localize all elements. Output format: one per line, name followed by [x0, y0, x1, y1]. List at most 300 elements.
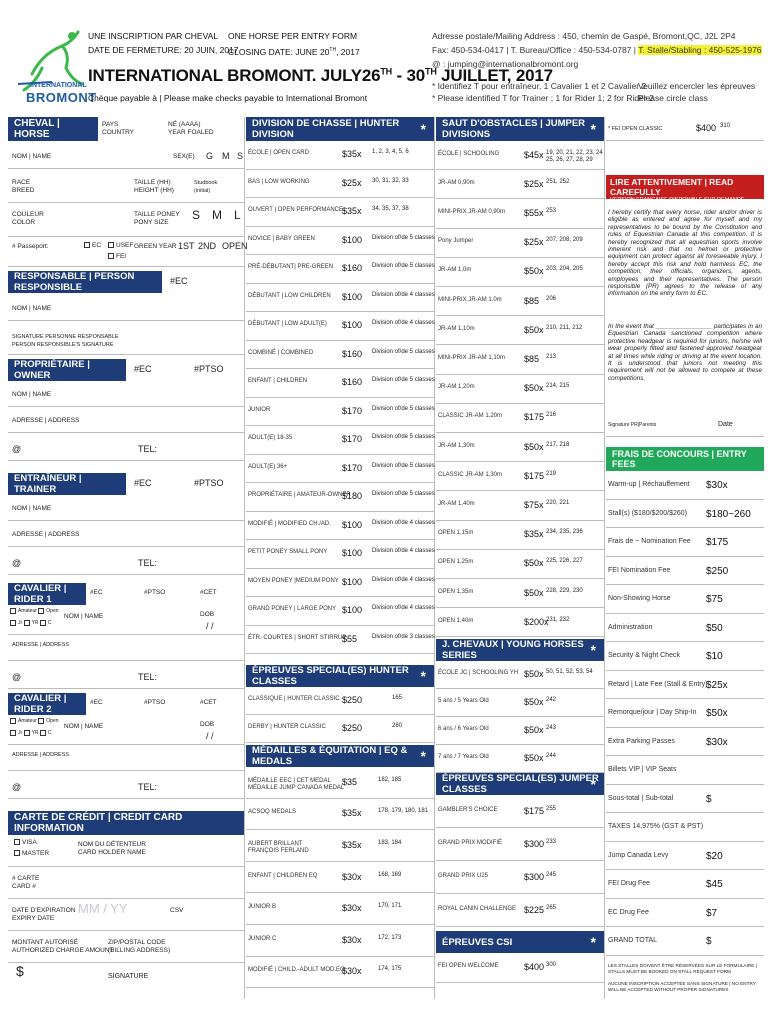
class-fee: $35x [524, 529, 544, 540]
fee-name: Frais de ~ Nomination Fee [608, 538, 691, 545]
class-numbers[interactable]: 182, 185 [378, 776, 402, 783]
fee-value: $50x [706, 708, 728, 719]
fee-value: $30x [706, 736, 728, 748]
rider1-ec[interactable]: #EC [90, 589, 103, 596]
class-fee: $45x [524, 149, 544, 160]
class-name: OUVERT | OPEN PERFORMANCE [248, 207, 344, 214]
class-name: OPEN 1,40m [438, 617, 474, 624]
class-fee: $160 [342, 377, 363, 388]
young-horses-bar: J. CHEVAUX | YOUNG HORSES SERIES * [436, 639, 604, 661]
closing-en: CLOSING DATE: JUNE 20TH, 2017 [228, 46, 360, 57]
studbook-label: Studbook (initial) [194, 180, 218, 194]
trainer-ptso[interactable]: #PTSO [194, 478, 224, 488]
card-signature-label: SIGNATURE [108, 973, 149, 980]
rider1-email-label: @ [12, 672, 22, 682]
class-fee: $85 [524, 295, 540, 306]
responsible-signature-label: SIGNATURE PERSONNE RESPONSABLE PERSON RESPONSIBLE'S SIGNATURE [12, 334, 119, 348]
fee-value: $50 [706, 622, 723, 634]
class-name: CLASSIC JR-AM 1,20m [438, 413, 503, 420]
owner-address-label: ADRESSE | ADDRESS [12, 417, 80, 424]
trainer-contact-field[interactable] [8, 547, 244, 575]
class-fee: $50x [524, 587, 544, 598]
class-fee: $55x [524, 208, 544, 218]
green-1st[interactable]: 1ST [178, 241, 195, 251]
class-numbers[interactable]: 253 [546, 208, 557, 214]
class-numbers[interactable]: 234, 235, 236 [546, 529, 583, 536]
entry-form-grid [8, 117, 764, 1017]
zip-label: ZIP/POSTAL CODE (BILLING ADDRESS) [108, 939, 171, 954]
class-fee: $50x [524, 266, 544, 277]
class-fee: $50x [524, 558, 544, 569]
fee-name: Billets VIP | VIP Seats [608, 766, 677, 773]
class-fee: $100 [342, 291, 363, 302]
class-numbers[interactable]: 213 [546, 354, 557, 360]
class-fee: $100 [342, 605, 363, 616]
rider2-address-label: ADRESSE | ADDRESS [12, 752, 70, 758]
class-numbers[interactable]: Division of/de 5 classes [372, 491, 435, 498]
responsible-bar: RESPONSABLE | PERSON RESPONSIBLE [8, 271, 162, 293]
rider1-age-category[interactable]: Jr YR C [10, 619, 52, 627]
identify-fr: * Identifiez T pour entraîneur, 1 Cavalier 1 et 2 Cavalier 2 [432, 81, 647, 91]
class-numbers[interactable]: Division of/de 3 classes [372, 633, 435, 640]
rider1-name-label: NOM | NAME [64, 613, 104, 620]
visa-checkbox[interactable]: VISA [14, 839, 37, 847]
owner-contact-field[interactable] [8, 433, 244, 461]
class-numbers[interactable]: 210, 211, 212 [546, 324, 583, 331]
owner-name-label: NOM | NAME [12, 391, 52, 398]
owner-bar: PROPRIÉTAIRE | OWNER [8, 359, 126, 381]
class-fee: $35 [342, 776, 358, 787]
year-foaled-label: NÉ (AAAA) YEAR FOALED [168, 121, 214, 136]
class-name: BAS | LOW WORKING [248, 178, 310, 185]
french-version-note: VERSION FRANCAISE DISPONIBLE SUR DEMANDE [610, 197, 745, 203]
class-name: FEI OPEN WELCOME [438, 963, 499, 969]
credit-card-bar: CARTE DE CRÉDIT | CREDIT CARD INFORMATION [8, 811, 244, 835]
fee-value: $175 [706, 537, 729, 548]
class-fee: $50x [524, 725, 544, 735]
class-numbers[interactable]: 168, 169 [378, 871, 402, 878]
sex-s[interactable]: S [237, 151, 244, 161]
class-name: NOVICE | BABY GREEN [248, 235, 315, 242]
class-name: OPEN 1,15m [438, 530, 474, 537]
card-number-field[interactable] [8, 867, 244, 899]
fee-name: Jump Canada Levy [608, 851, 669, 859]
class-name: OPEN 1,35m [438, 588, 474, 595]
class-fee: $400 [524, 962, 545, 972]
passport-label: # Passeport: [12, 243, 49, 250]
fee-name: TAXES 14,975% (GST & PST) [608, 823, 704, 830]
class-name: JR-AM 1,10m [438, 325, 475, 332]
rider1-dob-label: DOB [200, 611, 215, 618]
class-numbers[interactable]: 172, 173 [378, 934, 402, 941]
fee-name: FEI Nomination Fee [608, 566, 671, 574]
fee-name: Retard | Late Fee (Stall & Entry) [608, 680, 708, 688]
class-numbers[interactable]: 225, 226, 227 [546, 558, 583, 565]
fee-value: $250 [706, 565, 729, 577]
rider1-tel-label: TEL: [138, 672, 158, 682]
class-fee: $50x [524, 669, 544, 679]
size-l[interactable]: L [234, 208, 241, 222]
fee-value: $180~260 [706, 508, 751, 520]
class-fee: $160 [342, 263, 363, 274]
class-numbers[interactable]: Division of/de 4 classes [372, 291, 435, 298]
class-numbers[interactable]: Division of/de 4 classes [372, 548, 435, 555]
phone-line: Fax: 450-534-0417 | T. Bureau/Office : 450-534-0787 | T. Stalle/Stabling : 450-525-1976 [432, 45, 762, 55]
class-numbers[interactable]: Division of/de 5 classes [372, 263, 435, 270]
class-name: MÉDAILLE EEC | CET MEDAL MÉDAILLE JUMP CANADA MEDAL [248, 777, 345, 791]
class-numbers[interactable]: Division of/de 5 classes [372, 377, 435, 384]
class-name: MINI-PRIX JR-AM 1,10m [438, 355, 506, 361]
class-name: 7 ans / 7 Years Old [438, 754, 489, 760]
class-fee: $25x [524, 178, 544, 189]
class-numbers[interactable]: 243 [546, 725, 557, 731]
owner-ec[interactable]: #EC [134, 364, 152, 374]
fee-name: Non-Showing Horse [608, 595, 671, 602]
class-name: JUNIOR B [248, 904, 277, 911]
class-name: JUNIOR [248, 406, 271, 413]
fei-open-classic-class[interactable]: 310 [720, 123, 731, 129]
class-numbers[interactable]: 165 [392, 695, 403, 701]
class-numbers[interactable]: 228, 229, 230 [546, 587, 583, 594]
class-numbers[interactable]: 242 [546, 697, 557, 703]
class-name: JR-AM 1,40m [438, 501, 475, 507]
logo-text-international: INTERNATIONAL [30, 82, 87, 89]
fee-value: $75 [706, 594, 723, 605]
class-numbers[interactable]: 251, 252 [546, 178, 570, 185]
class-name: OPEN 1,25m [438, 559, 474, 566]
class-numbers[interactable]: 183, 184 [378, 840, 402, 846]
rider1-address-label: ADRESSE | ADDRESS [12, 642, 70, 648]
class-name: GRAND PRIX MODIFIÉ [438, 839, 503, 846]
class-numbers[interactable]: Division of/de 4 classes [372, 320, 435, 327]
class-name: JUNIOR C [248, 935, 277, 942]
class-fee: $175 [524, 470, 545, 481]
rider1-amateur-open[interactable]: Amateur Open [10, 607, 59, 615]
hunter-division-bar: DIVISION DE CHASSE | HUNTER DIVISION * [246, 117, 434, 141]
size-s[interactable]: S [192, 208, 201, 222]
class-fee: $35x [342, 206, 362, 217]
class-fee: $50x [524, 383, 544, 394]
card-holder-label: NOM DU DÉTENTEUR CARD HOLDER NAME [78, 841, 146, 856]
fei-open-classic-mark: * FEI OPEN CLASSIC [608, 126, 663, 132]
class-name: CLASSIQUE | HUNTER CLASSIC [248, 696, 340, 702]
class-name: ÉTR. COURTES | SHORT STIRRUP [248, 634, 347, 641]
class-fee: $50x [524, 324, 544, 335]
owner-tel-label: TEL: [138, 444, 158, 454]
rider2-email-label: @ [12, 782, 22, 792]
ec-checkbox[interactable]: EC [84, 242, 101, 250]
fee-name: Security & Night Check [608, 652, 680, 659]
class-fee: $170 [342, 434, 363, 445]
pony-size-label: TAILLE PONEY PONY SIZE [134, 211, 180, 226]
class-numbers[interactable]: Division of/de 5 classes [372, 405, 435, 412]
class-name: GAMBLER'S CHOICE [438, 806, 498, 813]
rider2-tel-label: TEL: [138, 782, 158, 792]
card-number-label: # CARTE CARD # [12, 875, 40, 890]
class-numbers[interactable]: Division of/de 5 classes [372, 434, 435, 441]
class-name: ÉCOLE | OPEN CARD [248, 150, 309, 157]
mailing-address: Adresse postale/Mailing Address : 450, chemin de Gaspé, Bromont,QC, J2L 2P4 [432, 31, 736, 41]
class-fee: $100 [342, 234, 363, 245]
class-fee: $200x [524, 616, 549, 627]
fee-name: EC Drug Fee [608, 908, 649, 916]
stalls-notice: LES STALLES DOIVENT ÊTRE RÉSERVÉES SUR LE FORMULAIRE | STALLS MUST BE BOOKED ON STALL REQUEST FORM [608, 963, 757, 974]
rider1-contact-field[interactable] [8, 661, 244, 689]
class-numbers[interactable]: 244 [546, 753, 557, 759]
class-name: MINI-PRIX JR-AM 1.0m [438, 296, 502, 303]
class-numbers[interactable]: 245 [546, 871, 557, 878]
class-name: 6 ans / 6 Years Old [438, 726, 489, 732]
jumper-special-bar: ÉPREUVES SPECIAL(ES) JUMPER CLASSES * [436, 773, 604, 795]
rider1-bar: CAVALIER | RIDER 1 [8, 583, 86, 605]
class-numbers[interactable]: 34, 35, 37, 38 [372, 206, 409, 213]
class-numbers[interactable]: 19, 20, 21, 22, 23, 24 25, 26, 27, 28, 29 [546, 149, 603, 163]
rider1-dob-field[interactable]: / / [206, 621, 214, 631]
green-open[interactable]: OPEN [222, 241, 248, 251]
class-fee: $35x [342, 149, 362, 160]
green-2nd[interactable]: 2ND [198, 241, 217, 251]
class-fee: $170 [342, 405, 363, 416]
entry-fees-bar: FRAIS DE CONCOURS | ENTRY FEES [606, 447, 764, 471]
cheque-payable: Chèque payable à | Please make checks payable to International Bromont [88, 93, 368, 103]
class-name: PRÉ-DÉBUTANT| PRE-GREEN [248, 264, 334, 271]
class-name: MOYEN PONEY |MEDIUM PONY [248, 577, 339, 584]
circle-en: Please circle class [638, 93, 708, 103]
csv-label: CSV [170, 907, 184, 914]
class-name: PETIT PONEY SMALL PONY [248, 549, 328, 556]
fee-name: FEI Drug Fee [608, 880, 651, 887]
inscription-fr: UNE INSCRIPTION PAR CHEVAL [88, 31, 219, 41]
trainer-ec[interactable]: #EC [134, 478, 152, 488]
class-fee: $160 [342, 348, 363, 359]
rider2-ec[interactable]: #EC [90, 699, 103, 706]
class-fee: $25x [342, 177, 362, 188]
size-m[interactable]: M [212, 208, 222, 222]
class-fee: $250 [342, 695, 363, 705]
rider2-name-label: NOM | NAME [64, 723, 104, 730]
trainer-name-label: NOM | NAME [12, 505, 52, 512]
fee-value: $20 [706, 850, 723, 862]
breed-label: RACE BREED [12, 179, 35, 194]
stabling-phone: T. Stalle/Stabling : 450-525-1976 [638, 45, 762, 55]
class-name: DÉBUTANT | LOW ADULT(E) [248, 321, 327, 328]
class-numbers[interactable]: 50, 51, 52, 53, 54 [546, 669, 593, 675]
logo-text-bromont: BROMONT [26, 90, 97, 105]
class-fee: $100 [342, 548, 363, 559]
class-name: AUBERT BRILLANT FRANÇOIS FERLAND [248, 841, 309, 854]
class-numbers[interactable]: 207, 208, 209 [546, 237, 583, 244]
class-numbers[interactable]: 178, 179, 180, 181 [378, 808, 429, 815]
class-numbers[interactable]: 300 [546, 962, 557, 968]
class-name: ROYAL CANIN CHALLENGE [438, 905, 517, 912]
amount-field[interactable]: $ [16, 963, 24, 979]
hunter-special-bar: ÉPREUVES SPECIAL(ES) HUNTER CLASSES * [246, 665, 434, 687]
class-name: JR-AM 0,90m [438, 179, 475, 186]
class-fee: $50x [524, 441, 544, 452]
class-name: CLASSIC JR-AM 1,30m [438, 471, 503, 478]
class-name: ENFANT | CHILDREN EQ [248, 872, 318, 879]
fee-value: $25x [706, 679, 728, 691]
class-fee: $35x [342, 808, 362, 819]
expiry-label: DATE D'EXPIRATION EXPIRY DATE [12, 907, 76, 922]
class-fee: $100 [342, 320, 363, 331]
green-year-label: GREEN YEAR [134, 243, 177, 250]
class-numbers[interactable]: Division of/de 5 classes [372, 348, 435, 355]
class-numbers[interactable]: 170, 171 [378, 903, 402, 910]
owner-ptso[interactable]: #PTSO [194, 364, 224, 374]
fee-name: Stall(s) ($180/$200/$260) [608, 509, 687, 517]
class-name: ADULT(E) 18-35 [248, 435, 293, 442]
class-numbers[interactable]: Division of/de 4 classes [372, 605, 435, 612]
fei-checkbox[interactable]: FEI [108, 253, 126, 261]
sex-g[interactable]: G [206, 151, 214, 161]
class-name: ACSOQ MEDALS [248, 809, 297, 816]
class-numbers[interactable]: 30, 31, 32, 33 [372, 177, 409, 184]
responsible-name-label: NOM | NAME [12, 305, 52, 312]
class-fee: $35x [342, 840, 362, 850]
class-name: 5 ans / 5 Years Old [438, 698, 489, 704]
class-name: JR-AM 1,0m [438, 267, 472, 274]
class-fee: $30x [342, 871, 362, 882]
fee-value: $30x [706, 480, 728, 491]
class-numbers[interactable]: 219 [546, 470, 557, 477]
class-numbers[interactable]: 214, 215 [546, 383, 570, 390]
rider2-cet[interactable]: #CET [200, 699, 217, 706]
class-name: JR-AM 1,20m [438, 384, 475, 391]
responsible-ec[interactable]: #EC [170, 276, 188, 286]
fei-open-classic-fee: $400 [696, 123, 717, 133]
fee-name: Warm-up | Réchauffement [608, 481, 690, 488]
class-numbers[interactable]: Division of/de 4 classes [372, 519, 435, 526]
class-numbers[interactable]: 265 [546, 904, 557, 911]
class-fee: $100 [342, 519, 363, 530]
rider1-cet[interactable]: #CET [200, 589, 217, 596]
horse-name-label: NOM | NAME [12, 153, 52, 160]
read-carefully-box [606, 175, 764, 203]
class-name: JR-AM 1,30m [438, 442, 475, 449]
owner-email-label: @ [12, 444, 22, 454]
csi-bar: ÉPREUVES CSI * [436, 931, 604, 953]
class-numbers[interactable]: 255 [546, 805, 557, 812]
class-fee: $175 [524, 412, 545, 423]
class-name: PROPRIÉTAIRE | AMATEUR-OWNER [248, 492, 351, 499]
sex-label: SEX(E) [173, 153, 195, 160]
fee-name: Remorque/jour | Day Ship-In [608, 709, 697, 716]
email: @ : jumping@internationalbromont.org [432, 59, 579, 69]
rider2-dob-label: DOB [200, 721, 215, 728]
fee-name: GRAND TOTAL [608, 937, 658, 944]
class-numbers[interactable]: 1, 2, 3, 4, 5, 6 [372, 149, 409, 156]
class-fee: $50x [524, 697, 544, 707]
class-name: ADULT(E) 36+ [248, 463, 288, 470]
expiry-field[interactable]: MM / YY [78, 901, 128, 916]
class-numbers[interactable]: Division of/de 4 classes [372, 576, 435, 583]
class-name: GRAND PRIX U25 [438, 872, 489, 879]
helmet-rule-text: In the event that ________________ participates in an Equestrian Canada sanctioned competition where protective headgear is required for juniors, he/she will wear properly fitted and fastened approved headgear at all times while riding or driving at the event location. It is understood that juniors not meeting this requirement will not be allowed to compete at these competitions. [608, 323, 762, 382]
class-fee: $30x [342, 966, 362, 977]
class-fee: $55 [342, 633, 358, 644]
class-name: GRAND PONEY | LARGE PONY [248, 606, 337, 613]
sex-m[interactable]: M [222, 151, 230, 161]
fee-value: $ [706, 936, 712, 947]
class-fee: $50x [524, 753, 544, 763]
class-numbers[interactable]: 260 [392, 723, 403, 729]
rider2-amateur-open[interactable]: Amateur Open [10, 717, 59, 725]
class-numbers[interactable]: 231, 232 [546, 616, 570, 623]
class-fee: $30x [342, 903, 362, 914]
fee-name: Extra Parking Passes [608, 737, 675, 745]
class-fee: $75x [524, 500, 544, 510]
class-fee: $175 [524, 805, 545, 816]
amount-label: MONTANT AUTORISÉ AUTHORIZED CHARGE AMOUNT [12, 939, 114, 954]
class-fee: $225 [524, 904, 545, 915]
fee-name: Administration [608, 623, 653, 631]
class-fee: $180 [342, 491, 363, 502]
master-checkbox[interactable]: MASTER [14, 850, 49, 858]
class-name: DÉBUTANT | LOW CHILDREN [248, 292, 331, 299]
rider2-age-category[interactable]: Jr YR C [10, 729, 52, 737]
trainer-tel-label: TEL: [138, 558, 158, 568]
class-name: DERBY | HUNTER CLASSIC [248, 724, 326, 730]
class-fee: $300 [524, 838, 545, 849]
class-numbers[interactable]: 220, 221 [546, 500, 570, 506]
class-numbers[interactable]: 217, 218 [546, 441, 570, 448]
identify-en: * Please identified T for Trainer ; 1 for Rider 1; 2 for Rider 2 [432, 93, 654, 103]
fee-value: $10 [706, 651, 723, 662]
class-name: Pony Jumper [438, 238, 474, 245]
class-numbers[interactable]: 174, 175 [378, 966, 402, 973]
header [0, 0, 770, 116]
trainer-bar: ENTRAÎNEUR | TRAINER [8, 473, 126, 495]
rider2-contact-field[interactable] [8, 771, 244, 799]
rider2-dob-field[interactable]: / / [206, 731, 214, 741]
class-numbers[interactable]: 233 [546, 838, 557, 845]
liability-waiver-text: I hereby certify that every horse, rider and/or driver is eligible as entered and agree for myself and my representatives to be bound by the Constitution and rules of Equestrian Canada at this competition. It is hereby recognized that all equestrian sports involve inherent risk and that no helmet or protective equipment can protect against all foreseeable injury. I hereby accept this risk and hold harmless EC, the competition; their officials, organizers, agents, employees and their representatives. The person responsible (PR) agrees to the release of any information on the entry form to EC. [608, 209, 762, 298]
read-carefully-title: LIRE ATTENTIVEMENT | READ CAREFULLY [610, 177, 734, 197]
event-title: INTERNATIONAL BROMONT. JULY26TH - 30TH JUILLET, 2017 [88, 66, 553, 85]
class-fee: $100 [342, 576, 363, 587]
class-numbers[interactable]: 216 [546, 412, 557, 419]
rider2-ptso[interactable]: #PTSO [144, 699, 166, 706]
class-numbers[interactable]: Division of/de 5 classes [372, 462, 435, 469]
pr-signature-label: Signature PR|Parents [608, 422, 657, 428]
class-fee: $85 [524, 354, 540, 364]
medals-bar: MÉDAILLES & ÉQUITATION | EQ & MEDALS * [246, 745, 434, 767]
class-numbers[interactable]: 203, 204, 205 [546, 266, 583, 273]
class-name: MODIFIÉ | MODIFIED CH./AD. [248, 520, 331, 527]
jumper-division-bar: SAUT D'OBSTACLES | JUMPER DIVISIONS * [436, 117, 604, 141]
inscription-en: ONE HORSE PER ENTRY FORM [228, 31, 358, 41]
class-fee: $250 [342, 723, 363, 733]
class-name: MINI-PRIX JR-AM 0,90m [438, 209, 506, 215]
circle-fr: Veuillez encercler les épreuves [638, 81, 756, 91]
class-fee: $170 [342, 462, 363, 473]
color-label: COULEUR COLOR [12, 211, 44, 226]
closing-fr: DATE DE FERMETURE: 20 JUIN, 2017 [88, 45, 239, 55]
class-numbers[interactable]: Division of/de 5 classes [372, 234, 435, 241]
class-name: COMBINÉ | COMBINED [248, 349, 314, 356]
class-name: ÉCOLE | SCHOOLING [438, 150, 500, 157]
class-numbers[interactable]: 206 [546, 295, 557, 302]
trainer-email-label: @ [12, 558, 22, 568]
class-name: MODIFIÉ | CHILD.-ADULT MOD.EQ [248, 967, 345, 974]
class-fee: $300 [524, 871, 545, 882]
horse-section-bar: CHEVAL | HORSE [8, 117, 98, 141]
usef-checkbox[interactable]: USEF [108, 242, 133, 250]
trainer-address-label: ADRESSE | ADDRESS [12, 531, 80, 538]
rider1-ptso[interactable]: #PTSO [144, 589, 166, 596]
date-label: Date [718, 421, 733, 428]
